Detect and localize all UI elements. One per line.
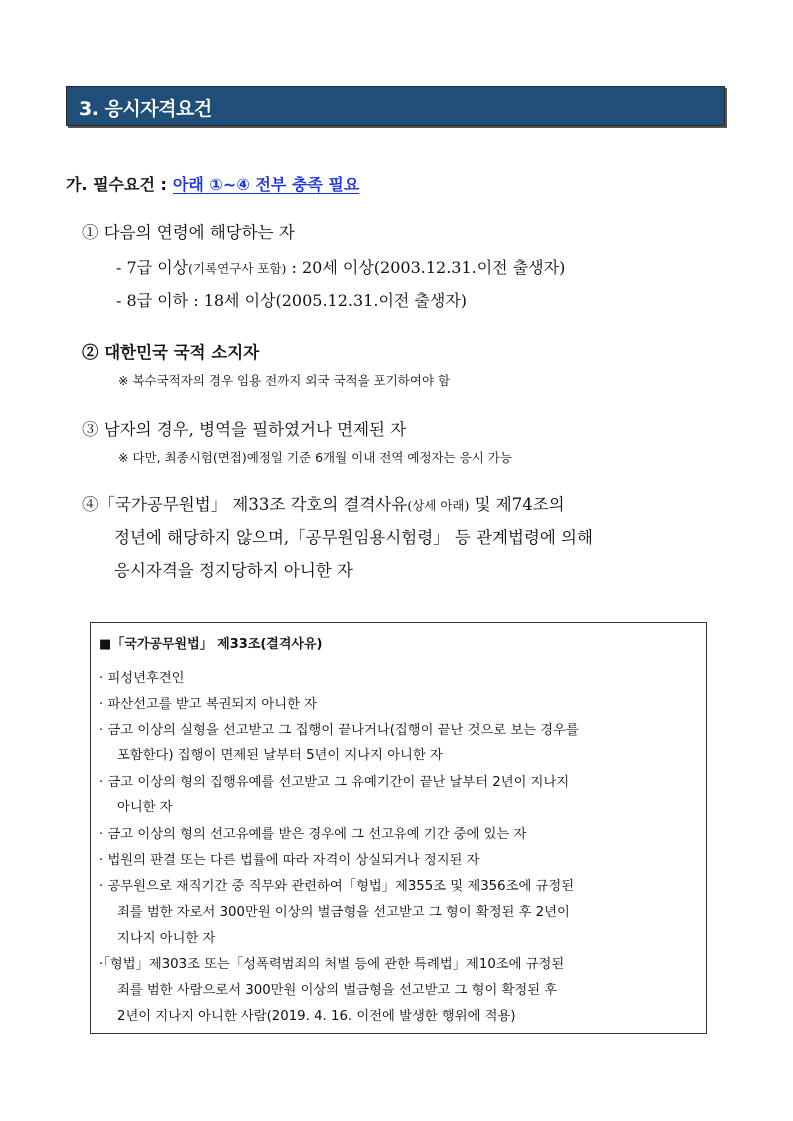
requirement-1-grade7 [116,255,565,278]
requirements-label: 가. 필수요건 : [66,175,167,194]
list-item-continuation: 2년이 지나지 아니한 사람(2019. 4. 16. 이전에 발생한 행위에 적용) [117,1009,516,1024]
grade7-label: - 7급 이상 [116,258,189,277]
requirements-heading [66,172,359,195]
grade7-note: (기록연구사 포함) [188,261,287,276]
list-item-continuation: 지나지 아니한 자 [117,931,216,946]
disqualification-box [90,622,707,1034]
list-item: · 금고 이상의 실형을 선고받고 그 집행이 끝나거나(집행이 끝난 것으로 보는 경우를 [99,723,579,738]
grade7-age: : 20세 이상(2003.12.31.이전 출생자) [286,258,566,277]
requirement-2: ② 대한민국 국적 소지자 [82,343,260,362]
list-item: · 법원의 판결 또는 다른 법률에 따라 자격이 상실되거나 정지된 자 [99,853,480,868]
req4-part-c: 및 제74조의 [469,495,565,514]
section-title: 3. 응시자격요건 [79,98,212,120]
section-header [66,86,725,126]
requirement-4-line2: 정년에 해당하지 않으며,「공무원임용시험령」 등 관계법령에 의해 [114,528,593,547]
list-item: · 금고 이상의 형의 선고유예를 받은 경우에 그 선고유예 기간 중에 있는 자 [99,827,527,842]
disqualification-title: ■「국가공무원법」 제33조(결격사유) [99,637,323,652]
list-item: · 피성년후견인 [99,671,185,686]
list-item: · 금고 이상의 형의 집행유예를 선고받고 그 유예기간이 끝난 날부터 2년이 지나지 [99,775,570,790]
list-item-continuation: 죄를 범한 자로서 300만원 이상의 벌금형을 선고받고 그 형이 확정된 후 2년이 [117,905,570,920]
list-item: ·「형법」제303조 또는「성폭력범죄의 처벌 등에 관한 특례법」제10조에 규정된 [99,957,565,972]
requirement-2-note: ※ 복수국적자의 경우 임용 전까지 외국 국적을 포기하여야 함 [118,373,451,388]
list-item-continuation: 아니한 자 [117,800,173,815]
list-item: · 공무원으로 재직기간 중 직무와 관련하여「형법」제355조 및 제356조에 규정된 [99,879,575,894]
req4-detail-note: (상세 아래) [407,498,470,513]
list-item: · 파산선고를 받고 복권되지 아니한 자 [99,697,318,712]
requirement-4-line1 [82,491,565,515]
requirement-1: ① 다음의 연령에 해당하는 자 [82,223,295,242]
req4-part-a: ④「국가공무원법」 제33조 각호의 결격사유 [82,495,408,514]
list-item-continuation: 포함한다) 집행이 면제된 날부터 5년이 지나지 아니한 자 [117,748,443,763]
requirement-1-grade8: - 8급 이하 : 18세 이상(2005.12.31.이전 출생자) [116,291,468,310]
requirement-4-line3: 응시자격을 정지당하지 아니한 자 [114,561,353,580]
requirement-3: ③ 남자의 경우, 병역을 필하였거나 면제된 자 [82,420,407,439]
requirements-link[interactable]: 아래 ①~④ 전부 충족 필요 [172,175,360,194]
requirement-3-note: ※ 다만, 최종시험(면접)예정일 기준 6개월 이내 전역 예정자는 응시 가능 [118,450,512,465]
list-item-continuation: 죄를 범한 사람으로서 300만원 이상의 벌금형을 선고받고 그 형이 확정된 후 [117,983,558,998]
